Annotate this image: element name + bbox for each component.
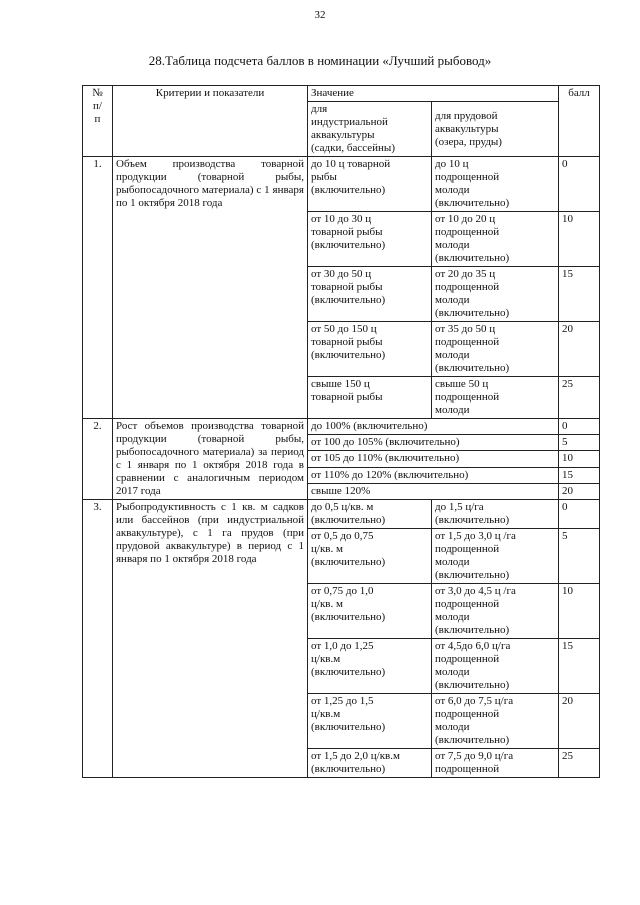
header-pond: для прудовой аквакультуры (озера, пруды) (432, 102, 559, 157)
pond-value-cell: свыше 50 ц подрощенной молоди (432, 377, 559, 419)
header-score: балл (559, 86, 600, 157)
industrial-value-cell: до 0,5 ц/кв. м (включительно) (308, 500, 432, 529)
value-cell: от 105 до 110% (включительно) (308, 451, 559, 467)
table-row (83, 500, 600, 529)
industrial-value-cell: от 1,25 до 1,5 ц/кв.м (включительно) (308, 694, 432, 749)
criterion-text: Объем производства товарной продукции (товарной рыбы, рыбопосадочного материала) с 1 января по 1 октября 2018 года (113, 157, 308, 419)
table-row (83, 419, 600, 435)
score-table (82, 85, 600, 778)
pond-value-cell: от 3,0 до 4,5 ц /га подрощенной молоди (включительно) (432, 584, 559, 639)
criterion-text: Рыбопродуктивность с 1 кв. м садков или бассейнов (при индустриальной аквакультуре), с 1 га прудов (при прудовой аквакультуре) в период с 1 января по 1 октября 2018 года (113, 500, 308, 778)
score-cell: 15 (559, 267, 600, 322)
row-number: 1. (83, 157, 113, 419)
score-cell: 10 (559, 584, 600, 639)
row-number: 2. (83, 419, 113, 500)
score-cell: 10 (559, 212, 600, 267)
table-row (83, 157, 600, 212)
score-cell: 0 (559, 157, 600, 212)
header-value: Значение (308, 86, 559, 102)
industrial-value-cell: от 1,0 до 1,25 ц/кв.м (включительно) (308, 639, 432, 694)
score-cell: 20 (559, 483, 600, 499)
pond-value-cell: от 35 до 50 ц подрощенной молоди (включительно) (432, 322, 559, 377)
score-cell: 10 (559, 451, 600, 467)
industrial-value-cell: от 0,5 до 0,75 ц/кв. м (включительно) (308, 529, 432, 584)
header-num: № п/ п (83, 86, 113, 157)
score-cell: 25 (559, 749, 600, 778)
score-cell: 5 (559, 435, 600, 451)
page-number: 32 (314, 9, 326, 21)
pond-value-cell: от 1,5 до 3,0 ц /га подрощенной молоди (включительно) (432, 529, 559, 584)
pond-value-cell: от 10 до 20 ц подрощенной молоди (включительно) (432, 212, 559, 267)
value-cell: от 110% до 120% (включительно) (308, 467, 559, 483)
industrial-value-cell: до 10 ц товарной рыбы (включительно) (308, 157, 432, 212)
pond-value-cell: до 10 ц подрощенной молоди (включительно) (432, 157, 559, 212)
score-cell: 25 (559, 377, 600, 419)
score-cell: 20 (559, 322, 600, 377)
score-cell: 0 (559, 419, 600, 435)
pond-value-cell: от 7,5 до 9,0 ц/га подрощенной (432, 749, 559, 778)
score-cell: 5 (559, 529, 600, 584)
industrial-value-cell: от 1,5 до 2,0 ц/кв.м (включительно) (308, 749, 432, 778)
table-title: 28.Таблица подсчета баллов в номинации «Лучший рыбовод» (148, 53, 492, 68)
row-number: 3. (83, 500, 113, 778)
header-industrial: для индустриальной аквакультуры (садки, бассейны) (308, 102, 432, 157)
score-cell: 15 (559, 639, 600, 694)
pond-value-cell: от 6,0 до 7,5 ц/га подрощенной молоди (включительно) (432, 694, 559, 749)
header-row-1 (83, 86, 600, 102)
industrial-value-cell: от 50 до 150 ц товарной рыбы (включительно) (308, 322, 432, 377)
pond-value-cell: от 4,5до 6,0 ц/га подрощенной молоди (включительно) (432, 639, 559, 694)
criterion-text: Рост объемов производства товарной продукции (товарной рыбы, рыбопосадочного материала) за период с 1 января по 1 октября 2018 года в сравнении с аналогичным периодом 2017 года (113, 419, 308, 500)
industrial-value-cell: от 0,75 до 1,0 ц/кв. м (включительно) (308, 584, 432, 639)
score-cell: 0 (559, 500, 600, 529)
industrial-value-cell: свыше 150 ц товарной рыбы (308, 377, 432, 419)
header-criteria: Критерии и показатели (113, 86, 308, 157)
value-cell: свыше 120% (308, 483, 559, 499)
industrial-value-cell: от 10 до 30 ц товарной рыбы (включительно) (308, 212, 432, 267)
pond-value-cell: до 1,5 ц/га (включительно) (432, 500, 559, 529)
pond-value-cell: от 20 до 35 ц подрощенной молоди (включительно) (432, 267, 559, 322)
value-cell: от 100 до 105% (включительно) (308, 435, 559, 451)
score-cell: 15 (559, 467, 600, 483)
value-cell: до 100% (включительно) (308, 419, 559, 435)
score-cell: 20 (559, 694, 600, 749)
industrial-value-cell: от 30 до 50 ц товарной рыбы (включительно) (308, 267, 432, 322)
